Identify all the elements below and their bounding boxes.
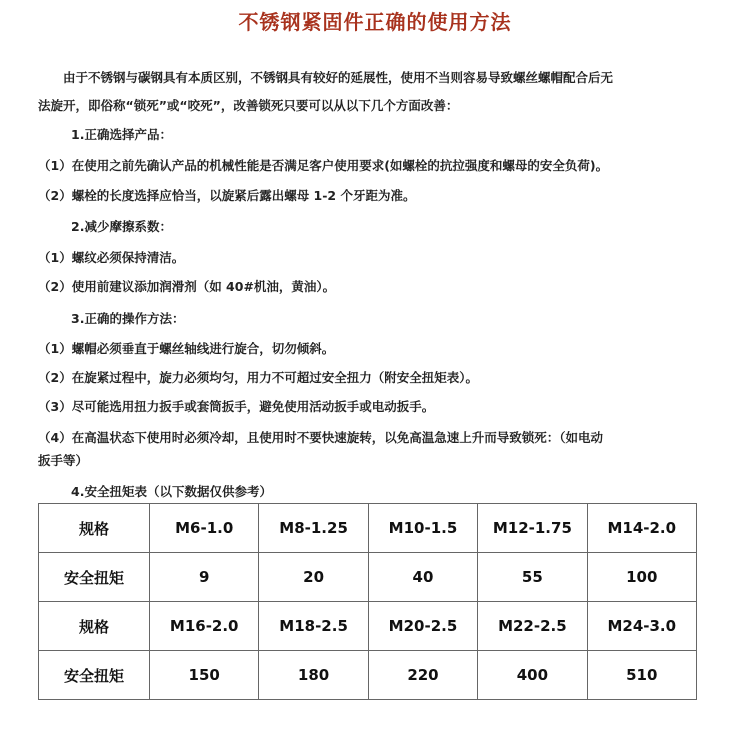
table-cell: M12-1.75 [478,504,587,553]
page-title: 不锈钢紧固件正确的使用方法 [238,10,512,34]
section-3-item-1: （1）螺帽必须垂直于螺丝轴线进行旋合，切勿倾斜。 [38,341,335,356]
section-3-item-3: （3）尽可能选用扭力扳手或套筒扳手，避免使用活动扳手或电动扳手。 [38,399,435,414]
row-label: 安全扭矩 [39,553,150,602]
table-cell: 180 [259,651,368,700]
table-cell: 220 [368,651,477,700]
table-cell: M10-1.5 [368,504,477,553]
table-row [39,602,697,651]
table-cell: M8-1.25 [259,504,368,553]
row-label: 规格 [39,602,150,651]
section-3-item-4: （4）在高温状态下使用时必须冷却，且使用时不要快速旋转，以免高温急速上升而导致锁死：（如电动 [38,430,603,445]
torque-table [38,503,697,700]
intro-line-2: 法旋开，即俗称“锁死”或“咬死”，改善锁死只要可以从以下几个方面改善： [38,98,459,113]
table-row [39,504,697,553]
table-cell: 40 [368,553,477,602]
table-cell: M14-2.0 [587,504,696,553]
table-cell: 20 [259,553,368,602]
intro-line-1: 由于不锈钢与碳钢具有本质区别，不锈钢具有较好的延展性，使用不当则容易导致螺丝螺帽配合后无 [63,70,614,85]
table-cell: 150 [150,651,259,700]
table-cell: 9 [150,553,259,602]
section-1-item-1: （1）在使用之前先确认产品的机械性能是否满足客户使用要求(如螺栓的抗拉强度和螺母的安全负荷)。 [38,158,609,173]
section-2-item-1: （1）螺纹必须保持清洁。 [38,250,185,265]
table-cell: M20-2.5 [368,602,477,651]
table-cell: M22-2.5 [478,602,587,651]
table-cell: M18-2.5 [259,602,368,651]
section-heading-3: 3.正确的操作方法： [71,311,185,326]
section-1-item-2: （2）螺栓的长度选择应恰当，以旋紧后露出螺母 1-2 个牙距为准。 [38,188,416,203]
section-3-item-4-cont: 扳手等） [38,453,89,468]
table-cell: M6-1.0 [150,504,259,553]
row-label: 规格 [39,504,150,553]
section-heading-1: 1.正确选择产品： [71,127,172,142]
section-3-item-2: （2）在旋紧过程中，旋力必须均匀，用力不可超过安全扭力（附安全扭矩表）。 [38,370,478,385]
table-row [39,553,697,602]
row-label: 安全扭矩 [39,651,150,700]
table-cell: 100 [587,553,696,602]
section-heading-2: 2.减少摩擦系数： [71,219,172,234]
table-cell: M24-3.0 [587,602,696,651]
table-cell: 510 [587,651,696,700]
section-heading-4: 4.安全扭矩表（以下数据仅供参考） [71,484,272,499]
section-2-item-2: （2）使用前建议添加润滑剂（如 40#机油，黄油）。 [38,279,336,294]
table-cell: 55 [478,553,587,602]
table-cell: M16-2.0 [150,602,259,651]
table-cell: 400 [478,651,587,700]
table-row [39,651,697,700]
